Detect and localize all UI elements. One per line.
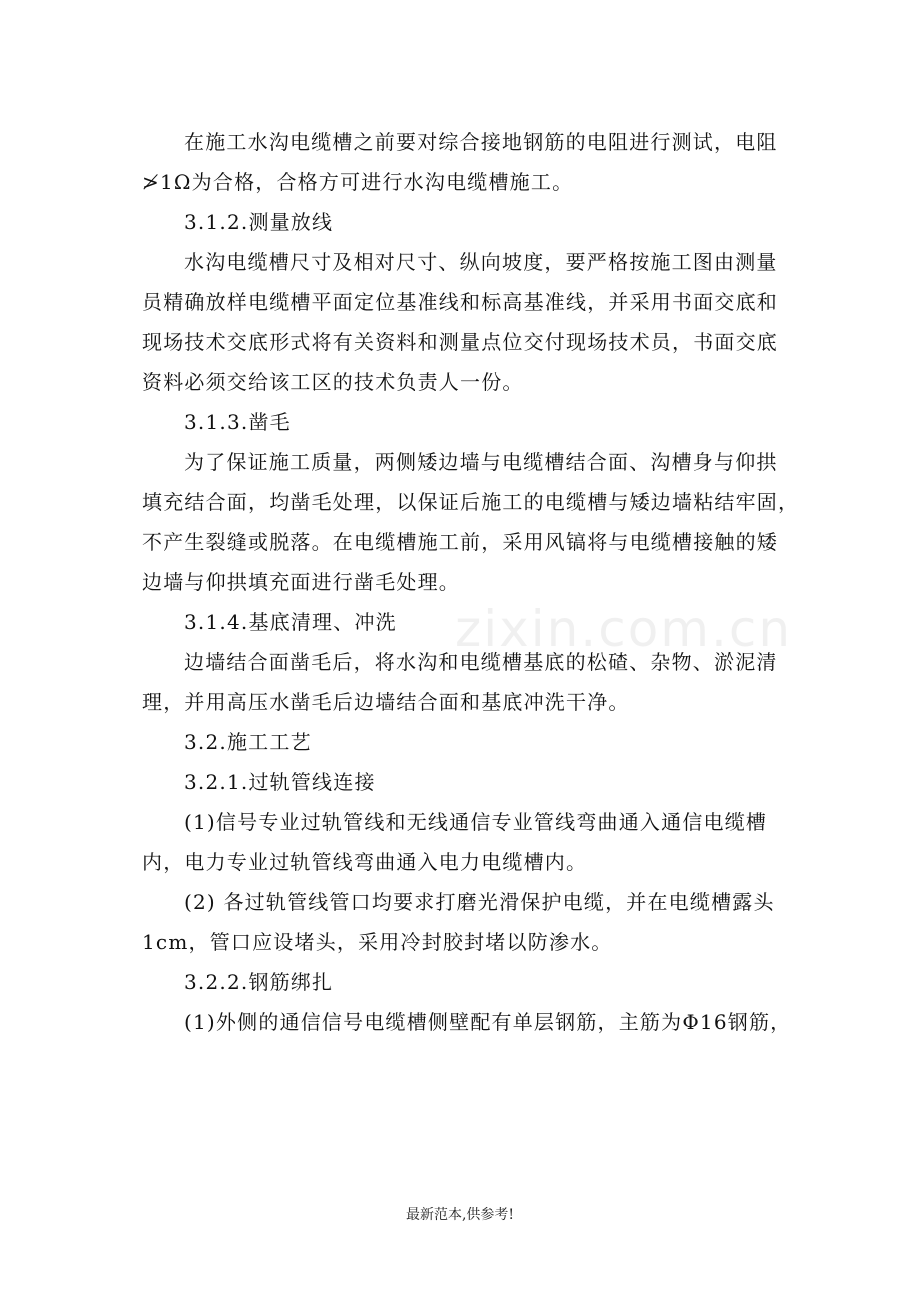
text-line: 填充结合面，均凿毛处理，以保证后施工的电缆槽与矮边墙粘结牢固， bbox=[142, 490, 800, 514]
document-body bbox=[142, 122, 802, 1042]
watermark: zixin.com.cn bbox=[455, 600, 793, 658]
text-line: (2) 各过轨管线管口均要求打磨光滑保护电缆，并在电缆槽露头 bbox=[184, 890, 775, 914]
text-line: 不产生裂缝或脱落。在电缆槽施工前，采用风镐将与电缆槽接触的矮 bbox=[142, 530, 778, 554]
text-line: 边墙结合面凿毛后，将水沟和电缆槽基底的松碴、杂物、淤泥清 bbox=[184, 650, 778, 674]
section-heading: 3.1.2.测量放线 bbox=[184, 210, 334, 234]
text-line: 内，电力专业过轨管线弯曲通入电力电缆槽内。 bbox=[142, 850, 588, 874]
text-line: 为了保证施工质量，两侧矮边墙与电缆槽结合面、沟槽身与仰拱 bbox=[184, 450, 778, 474]
section-heading: 3.1.4.基底清理、冲洗 bbox=[184, 610, 397, 634]
text-line: 边墙与仰拱填充面进行凿毛处理。 bbox=[142, 570, 460, 594]
text-line: 水沟电缆槽尺寸及相对尺寸、纵向坡度，要严格按施工图由测量 bbox=[184, 250, 778, 274]
section-heading: 3.2.1.过轨管线连接 bbox=[184, 770, 376, 794]
section-heading: 3.2.2.钢筋绑扎 bbox=[184, 970, 334, 994]
text-line: (1)外侧的通信信号电缆槽侧壁配有单层钢筋，主筋为Φ16钢筋， bbox=[184, 1010, 792, 1034]
page-footer: 最新范本,供参考! bbox=[405, 1207, 515, 1223]
text-line: 现场技术交底形式将有关资料和测量点位交付现场技术员，书面交底 bbox=[142, 330, 778, 354]
text-line: ≯1Ω为合格，合格方可进行水沟电缆槽施工。 bbox=[142, 170, 574, 194]
text-line: 资料必须交给该工区的技术负责人一份。 bbox=[142, 370, 524, 394]
text-line: 1cm，管口应设堵头，采用冷封胶封堵以防渗水。 bbox=[142, 930, 613, 954]
section-heading: 3.1.3.凿毛 bbox=[184, 410, 291, 434]
text-line: (1)信号专业过轨管线和无线通信专业管线弯曲通入通信电缆槽 bbox=[184, 810, 768, 834]
text-line: 员精确放样电缆槽平面定位基准线和标高基准线，并采用书面交底和 bbox=[142, 290, 778, 314]
text-line: 理，并用高压水凿毛后边墙结合面和基底冲洗干净。 bbox=[142, 690, 630, 714]
section-heading: 3.2.施工工艺 bbox=[184, 730, 312, 754]
text-line: 在施工水沟电缆槽之前要对综合接地钢筋的电阻进行测试，电阻 bbox=[184, 130, 778, 154]
